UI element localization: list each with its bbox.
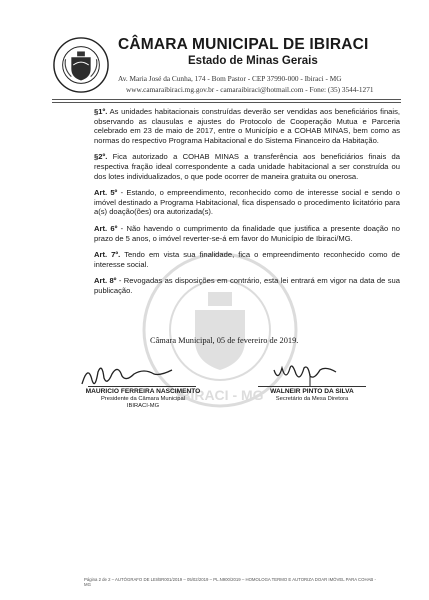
paragraph-label: Art. 8º xyxy=(94,276,117,286)
paragraph-text: - Revogadas as disposições em contrário, esta lei entrará em vigor na data de sua publicação. xyxy=(94,276,401,295)
page-subtitle: Estado de Minas Gerais xyxy=(188,55,318,67)
paragraph-text: - Estando, o empreendimento, reconhecido como de interesse social e sendo o imóvel destinado a Programa Habitacional, fica dispensado o procedimento licitatório para a(s) doação(ões) ora autorizada(s). xyxy=(94,188,400,217)
address-line: Av. Maria José da Cunha, 174 - Bom Pastor - CEP 37990-000 - Ibiraci - MG xyxy=(118,74,342,83)
paragraph-label: Art. 5º xyxy=(94,188,118,198)
paragraph xyxy=(94,224,400,243)
document-body xyxy=(94,107,400,303)
header-divider xyxy=(52,99,401,100)
paragraph-text: Fica autorizado a COHAB MINAS a transferência aos beneficiários finais da respectiva fração ideal correspondente a cada unidade habitacional a ser construída ou dos lotes individualizados, o que pode ocorrer de maneira gratuita ou onerosa. xyxy=(94,152,400,181)
paragraph-label: §2º. xyxy=(94,152,108,162)
address-block xyxy=(118,73,408,95)
paragraph-label: Art. 7º. xyxy=(94,250,121,260)
signature-line xyxy=(258,386,366,387)
signer-role xyxy=(246,396,378,403)
paragraph xyxy=(94,152,400,181)
signer-role xyxy=(70,396,216,410)
page-title: CÂMARA MUNICIPAL DE IBIRACI xyxy=(118,36,369,53)
paragraph xyxy=(94,250,400,269)
signer-role-line: Presidente da Câmara Municipal xyxy=(100,396,186,402)
header-divider xyxy=(52,102,401,103)
paragraph xyxy=(94,276,400,295)
signature-mark xyxy=(270,360,350,388)
contact-line: www.camaraibiraci.mg.gov.br - camaraibiraci@hotmail.com - Fone: (35) 3544-1271 xyxy=(126,85,374,94)
paragraph-text: - Não havendo o cumprimento da finalidade que justifica a presente doação no prazo de 5 anos, o imóvel reverter-se-á em favor do Município de Ibiraci/MG. xyxy=(94,223,400,243)
watermark-text: IBIRACI - MG xyxy=(176,387,264,403)
paragraph-text: As unidades habitacionais construídas deverão ser vendidas aos beneficiários finais, observando as clausulas e ajustes do Protocolo de Cooperação Mutua e Parceria celebrado em 23 de maio de 2017, entre o Município e a COHAB MINAS, bem como as normas do respectivo Programa Habitacional e do Sistema Financeiro da Habitação. xyxy=(94,107,400,145)
signature-line xyxy=(88,386,196,387)
signer-name: WALNEIR PINTO DA SILVA xyxy=(270,388,354,395)
chamber-seal-logo xyxy=(52,36,110,94)
paragraph-text: Tendo em vista sua finalidade, fica o empreendimento reconhecido como de interesse social. xyxy=(94,250,401,269)
date-line: Câmara Municipal, 05 de fevereiro de 2019. xyxy=(150,336,299,345)
signer-role-line: Secretário da Mesa Diretora xyxy=(275,396,349,402)
page-footer: Página 2 de 2 – AUTÓGRAFO DE LEI/BR001/2019 – 05/02/2019 – PL.N900/2019 – HOMOLOGA TERMO E AUTORIZA DOAR IMÓVEL PARA COHAB - MG xyxy=(84,577,376,587)
paragraph-label: Art. 6º xyxy=(94,223,118,233)
paragraph-label: §1º. xyxy=(94,107,108,116)
paragraph xyxy=(94,188,400,217)
signer-name: MAURICIO FERREIRA NASCIMENTO xyxy=(85,388,201,395)
paragraph xyxy=(94,107,400,145)
signer-role-line: IBIRACI-MG xyxy=(126,403,160,409)
